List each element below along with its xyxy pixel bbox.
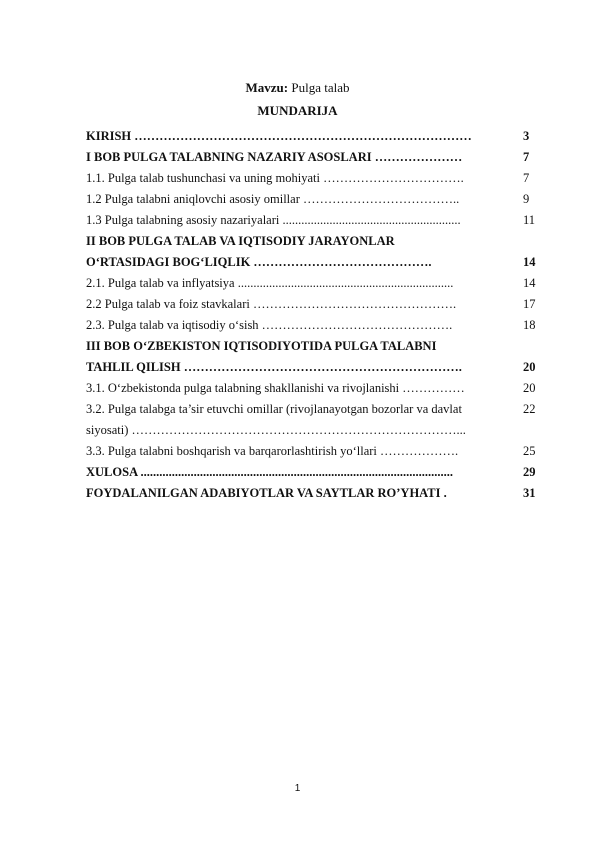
toc-entry-page: 31	[523, 486, 536, 500]
toc-entry-2-3[interactable]	[86, 315, 541, 336]
toc-entry-text: 1.1. Pulga talab tushunchasi va uning mohiyati …………………………….	[86, 171, 464, 185]
toc-entry-1-3[interactable]	[86, 210, 541, 231]
toc-entry-page: 14	[523, 255, 536, 269]
toc-entry-page: 29	[523, 465, 536, 479]
toc-entry-page: 7	[523, 171, 530, 185]
page-number: 1	[294, 783, 301, 794]
toc-entry-text: II BOB PULGA TALAB VA IQTISODIY JARAYONLAR	[86, 234, 395, 248]
toc-entry-chapter-1[interactable]	[86, 147, 541, 168]
toc-entry-text: TAHLIL QILISH ………………………………………………………….	[86, 360, 462, 374]
toc-entry-bibliography[interactable]	[86, 483, 541, 504]
toc-entry-page: 7	[523, 150, 530, 164]
toc-entry-text: 1.3 Pulga talabning asosiy nazariyalari .........................................................	[86, 213, 461, 227]
toc-entry-3-2-line-1[interactable]	[86, 399, 541, 420]
toc-entry-text: 2.3. Pulga talab va iqtisodiy o‘sish ……………………………………….	[86, 318, 453, 332]
toc-entry-page: 20	[523, 381, 536, 395]
toc-entry-page: 22	[523, 402, 536, 416]
toc-entry-text: FOYDALANILGAN ADABIYOTLAR VA SAYTLAR RO’YHATI .	[86, 486, 447, 500]
toc-entry-page: 25	[523, 444, 536, 458]
toc-entry-text: siyosati) ……………………………………………………………………...	[86, 423, 466, 437]
toc-entry-2-2[interactable]	[86, 294, 541, 315]
toc-entry-text: KIRISH ………………………………………………………………………	[86, 129, 472, 143]
toc-entry-chapter-2-line-1[interactable]	[86, 231, 541, 252]
contents-title: MUNDARIJA	[257, 103, 338, 118]
toc-entry-page: 11	[523, 213, 536, 227]
toc-entry-chapter-3-line-1[interactable]	[86, 336, 541, 357]
topic-value: Pulga talab	[291, 80, 350, 95]
toc-entry-chapter-3-line-2[interactable]	[86, 357, 541, 378]
toc-entry-text: I BOB PULGA TALABNING NAZARIY ASOSLARI …………………	[86, 150, 463, 164]
toc-entry-1-1[interactable]	[86, 168, 541, 189]
toc-entry-page: 17	[523, 297, 536, 311]
topic-label: Mavzu:	[245, 80, 289, 95]
toc-entry-text: 2.1. Pulga talab va inflyatsiya .....................................................................	[86, 276, 454, 290]
toc-entry-page: 20	[523, 360, 536, 374]
toc-entry-3-1[interactable]	[86, 378, 541, 399]
toc-entry-page: 3	[523, 129, 530, 143]
toc-entry-page: 9	[523, 192, 530, 206]
table-of-contents	[86, 126, 541, 504]
toc-entry-text: XULOSA ....................................................................................................	[86, 465, 454, 479]
toc-entry-kirish[interactable]	[86, 126, 541, 147]
toc-entry-page: 18	[523, 318, 536, 332]
toc-entry-text: 2.2 Pulga talab va foiz stavkalari ………………………………………….	[86, 297, 457, 311]
toc-entry-text: O‘RTASIDAGI BOG‘LIQLIK …………………………………….	[86, 255, 432, 269]
toc-entry-text: 1.2 Pulga talabni aniqlovchi asosiy omillar ………………………………..	[86, 192, 460, 206]
toc-entry-2-1[interactable]	[86, 273, 541, 294]
toc-entry-page: 14	[523, 276, 536, 290]
toc-entry-3-3[interactable]	[86, 441, 541, 462]
toc-entry-text: III BOB O‘ZBEKISTON IQTISODIYOTIDA PULGA TALABNI	[86, 339, 437, 353]
topic-line	[0, 80, 595, 96]
toc-entry-text: 3.1. O‘zbekistonda pulga talabning shakllanishi va rivojlanishi ……………	[86, 381, 465, 395]
toc-entry-3-2-line-2[interactable]	[86, 420, 541, 441]
toc-entry-text: 3.3. Pulga talabni boshqarish va barqarorlashtirish yo‘llari ……………….	[86, 444, 459, 458]
toc-entry-chapter-2-line-2[interactable]	[86, 252, 541, 273]
toc-entry-text: 3.2. Pulga talabga ta’sir etuvchi omillar (rivojlanayotgan bozorlar va davlat	[86, 402, 462, 416]
toc-entry-xulosa[interactable]	[86, 462, 541, 483]
toc-entry-1-2[interactable]	[86, 189, 541, 210]
